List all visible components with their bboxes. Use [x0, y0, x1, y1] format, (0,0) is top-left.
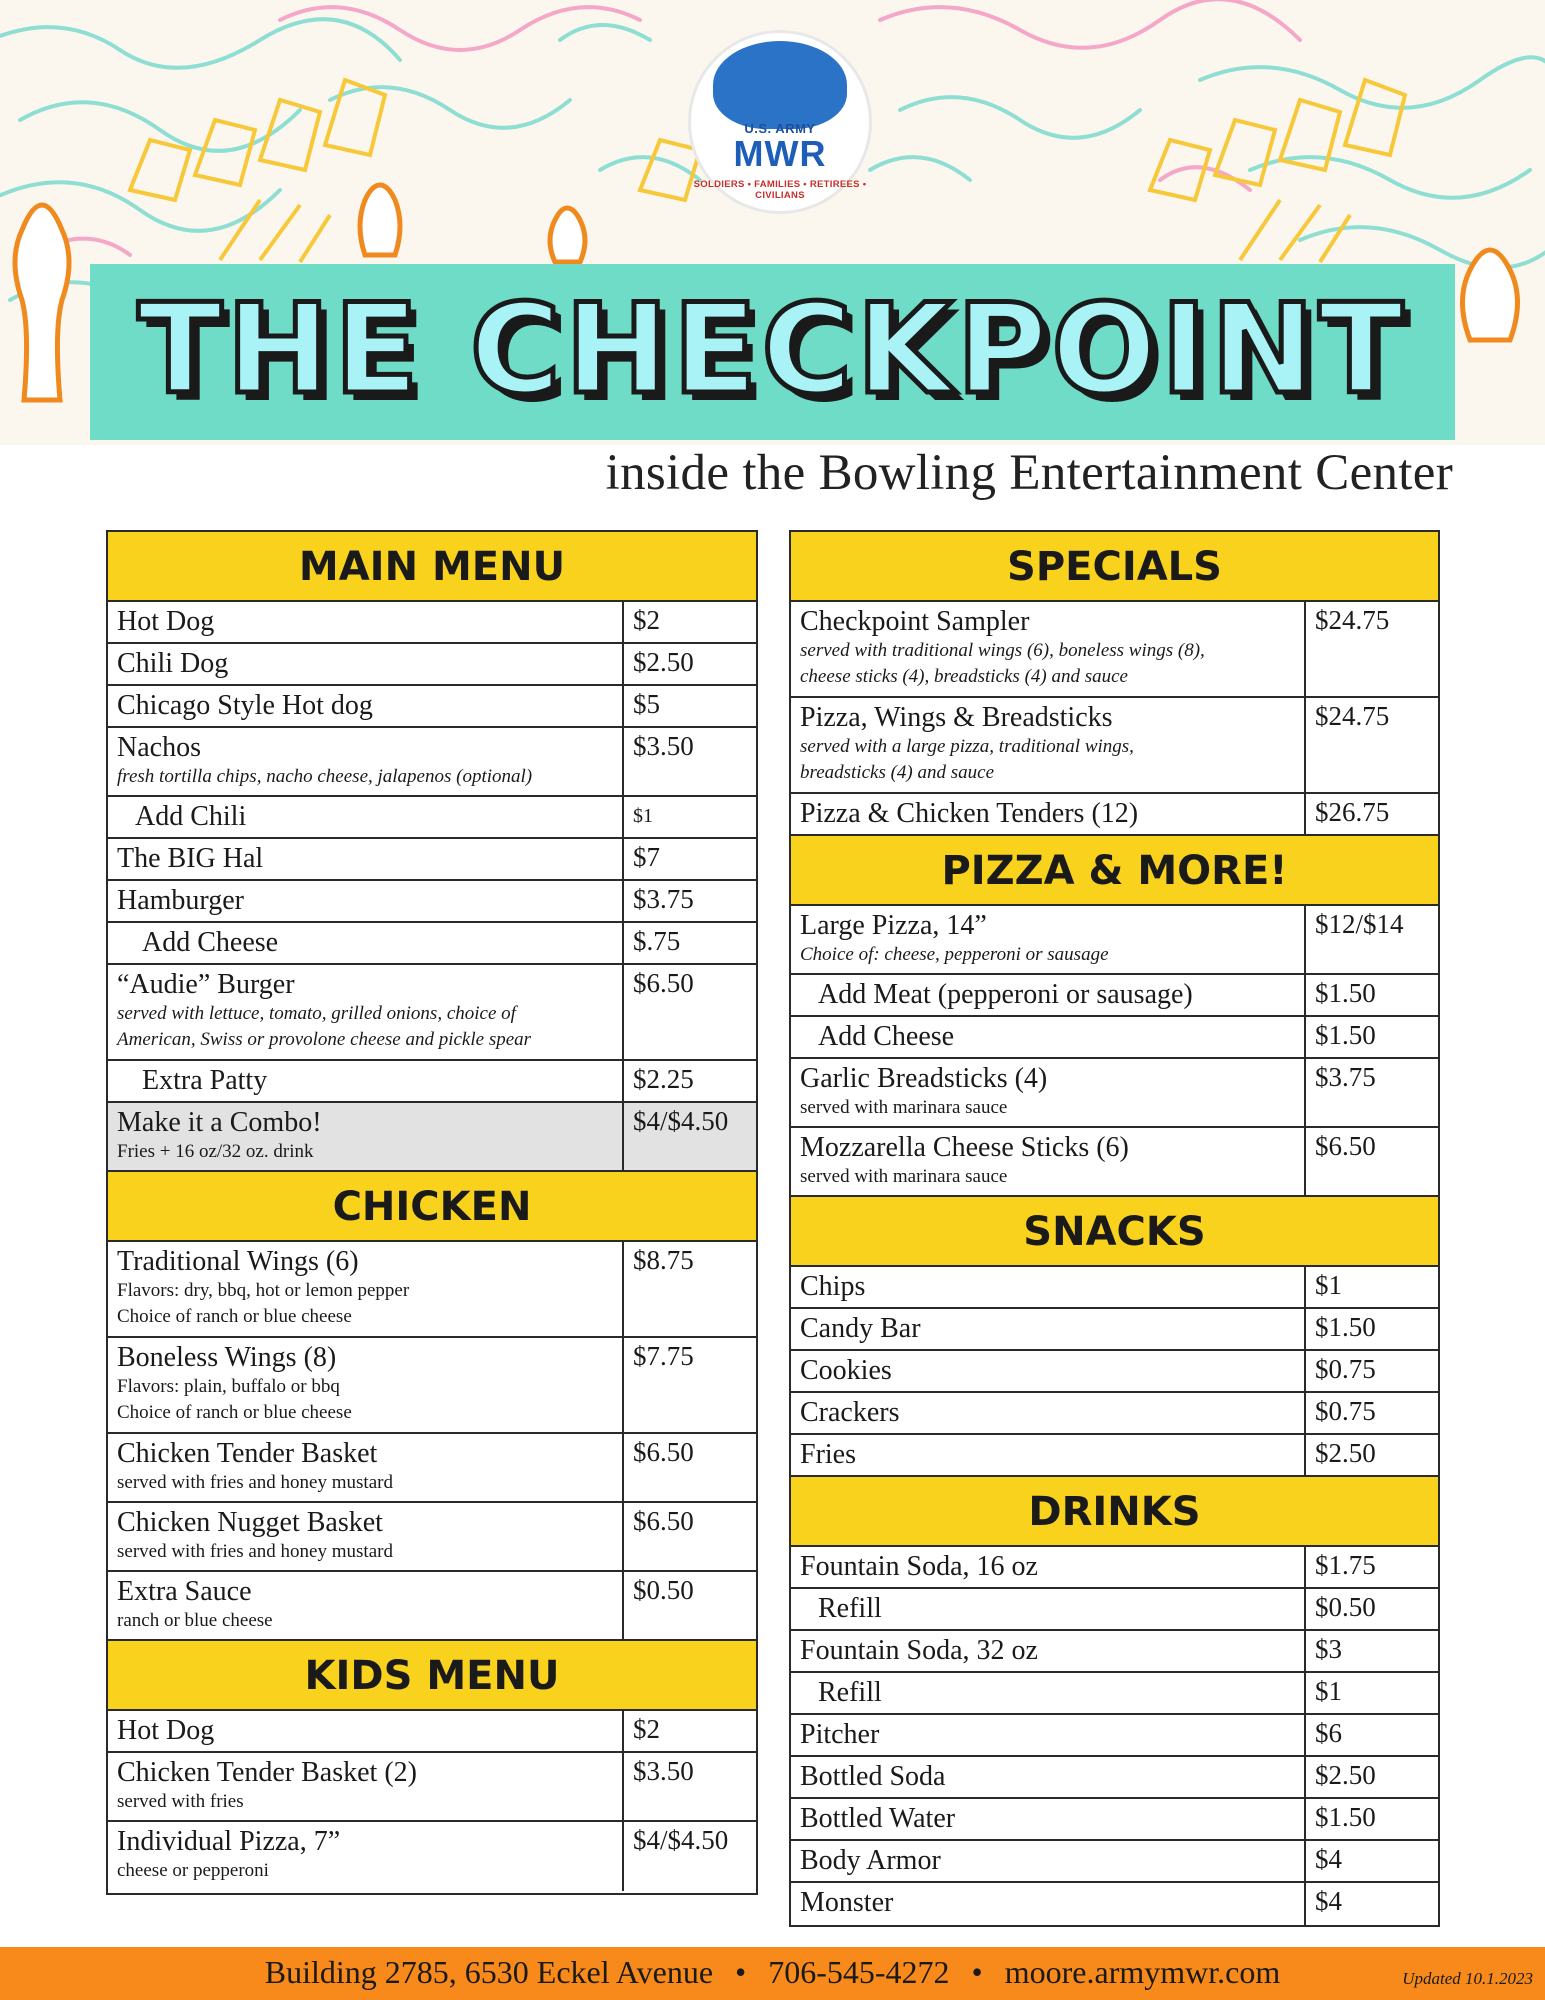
menu-item	[791, 1631, 1438, 1673]
item-price: $12/$14	[1315, 909, 1404, 939]
item-description: cheese or pepperoni	[117, 1860, 269, 1881]
item-price: $0.50	[1315, 1592, 1376, 1622]
menu-item	[108, 1242, 756, 1338]
item-price: $3.50	[633, 731, 694, 761]
menu-item	[791, 1267, 1438, 1309]
menu-item	[791, 1799, 1438, 1841]
left-menu-column	[106, 530, 758, 1895]
item-description: American, Swiss or provolone cheese and pickle spear	[117, 1029, 532, 1050]
chicken-heading: CHICKEN	[108, 1172, 756, 1242]
menu-item	[108, 686, 756, 728]
item-price: $26.75	[1315, 797, 1390, 827]
menu-item	[108, 1434, 756, 1503]
menu-item-addon	[791, 1673, 1438, 1715]
item-price: $1	[1315, 1270, 1342, 1300]
menu-item	[791, 1715, 1438, 1757]
item-name: Make it a Combo!	[117, 1107, 322, 1138]
item-price: $8.75	[633, 1245, 694, 1275]
menu-item	[108, 1822, 756, 1891]
item-description: served with fries	[117, 1791, 244, 1812]
menu-item	[108, 1338, 756, 1434]
menu-item	[791, 1435, 1438, 1477]
item-price: $4	[1315, 1844, 1342, 1874]
item-name: Bottled Water	[800, 1803, 956, 1834]
item-price: $6.50	[633, 1437, 694, 1467]
item-price: $6.50	[633, 968, 694, 998]
item-price: $3.50	[633, 1756, 694, 1786]
main-menu-heading: MAIN MENU	[108, 532, 756, 602]
item-description: served with traditional wings (6), boneless wings (8),	[800, 640, 1205, 661]
header-banner	[0, 0, 1545, 445]
item-name: Chicken Tender Basket (2)	[117, 1757, 417, 1788]
item-description: Choice of ranch or blue cheese	[117, 1402, 352, 1423]
item-name: Fountain Soda, 16 oz	[800, 1551, 1038, 1582]
menu-item	[791, 698, 1438, 794]
item-name: Hamburger	[117, 885, 244, 916]
item-price: $6.50	[633, 1506, 694, 1536]
item-price: $.75	[633, 926, 681, 956]
page-title: THE CHECKPOINT	[137, 278, 1408, 422]
menu-item-addon	[108, 1061, 756, 1103]
menu-item	[791, 794, 1438, 836]
menu-item	[791, 1841, 1438, 1883]
item-price: $4/$4.50	[633, 1106, 729, 1136]
item-description: ranch or blue cheese	[117, 1610, 273, 1631]
item-name: Chicken Nugget Basket	[117, 1507, 383, 1538]
footer-phone[interactable]: 706-545-4272	[768, 1954, 950, 1990]
menu-item	[108, 602, 756, 644]
item-price: $0.75	[1315, 1396, 1376, 1426]
item-description: Choice of ranch or blue cheese	[117, 1306, 352, 1327]
item-price: $2	[633, 1714, 660, 1744]
item-name: Add Meat (pepperoni or sausage)	[818, 979, 1193, 1010]
menu-item-addon	[791, 1017, 1438, 1059]
item-description: breadsticks (4) and sauce	[800, 762, 994, 783]
item-name: Monster	[800, 1887, 894, 1918]
item-description: Flavors: plain, buffalo or bbq	[117, 1376, 340, 1397]
item-description: cheese sticks (4), breadsticks (4) and sauce	[800, 666, 1128, 687]
item-price: $3.75	[633, 884, 694, 914]
menu-item	[108, 1753, 756, 1822]
snacks-heading: SNACKS	[791, 1197, 1438, 1267]
menu-item	[108, 1503, 756, 1572]
item-name: Extra Sauce	[117, 1576, 252, 1607]
pizza-more-heading: PIZZA & MORE!	[791, 836, 1438, 906]
item-name: Pitcher	[800, 1719, 880, 1750]
item-price: $4/$4.50	[633, 1825, 729, 1855]
item-price: $4	[1315, 1886, 1342, 1916]
item-price: $2.50	[633, 647, 694, 677]
item-name: Bottled Soda	[800, 1761, 946, 1792]
item-name: Refill	[818, 1677, 882, 1708]
item-price: $3.75	[1315, 1062, 1376, 1092]
drinks-heading: DRINKS	[791, 1477, 1438, 1547]
menu-item-addon	[108, 797, 756, 839]
menu-item	[108, 965, 756, 1061]
item-price: $2.25	[633, 1064, 694, 1094]
footer-website-link[interactable]: moore.armymwr.com	[1004, 1954, 1281, 1990]
item-name: Mozzarella Cheese Sticks (6)	[800, 1132, 1129, 1163]
item-name: Candy Bar	[800, 1313, 921, 1344]
item-name: “Audie” Burger	[117, 969, 295, 1000]
logo-army-text: U.S. ARMY	[744, 121, 816, 136]
page-subtitle: inside the Bowling Entertainment Center	[605, 445, 1453, 501]
item-name: The BIG Hal	[117, 843, 264, 874]
item-price: $1.50	[1315, 978, 1376, 1008]
item-name: Fries	[800, 1439, 856, 1470]
item-price: $2.50	[1315, 1438, 1376, 1468]
item-name: Garlic Breadsticks (4)	[800, 1063, 1048, 1094]
globe-icon	[713, 41, 847, 129]
menu-item	[108, 644, 756, 686]
item-name: Pizza, Wings & Breadsticks	[800, 702, 1113, 733]
item-name: Extra Patty	[142, 1065, 268, 1096]
title-box	[90, 264, 1455, 440]
item-name: Large Pizza, 14”	[800, 910, 987, 941]
item-price: $7.75	[633, 1341, 694, 1371]
menu-item-addon	[791, 975, 1438, 1017]
item-name: Add Cheese	[142, 927, 279, 958]
logo-mwr-text: MWR	[733, 133, 827, 174]
item-price: $1	[1315, 1676, 1342, 1706]
item-description: fresh tortilla chips, nacho cheese, jalapenos (optional)	[117, 766, 533, 787]
item-name: Traditional Wings (6)	[117, 1246, 359, 1277]
item-price: $2.50	[1315, 1760, 1376, 1790]
menu-item	[791, 1883, 1438, 1925]
item-name: Checkpoint Sampler	[800, 606, 1030, 637]
item-description: Fries + 16 oz/32 oz. drink	[117, 1141, 314, 1162]
menu-item	[791, 602, 1438, 698]
item-price: $7	[633, 842, 660, 872]
updated-date: Updated 10.1.2023	[1402, 1969, 1533, 1988]
item-name: Chili Dog	[117, 648, 229, 679]
item-name: Nachos	[117, 732, 201, 763]
item-price: $6.50	[1315, 1131, 1376, 1161]
menu-item	[791, 1393, 1438, 1435]
menu-item	[791, 1059, 1438, 1128]
item-description: served with a large pizza, traditional wings,	[800, 736, 1134, 757]
menu-item	[791, 906, 1438, 975]
menu-item	[791, 1309, 1438, 1351]
menu-item	[108, 1572, 756, 1641]
item-name: Chicago Style Hot dog	[117, 690, 373, 721]
item-description: served with fries and honey mustard	[117, 1472, 393, 1493]
mwr-logo	[688, 30, 872, 214]
item-name: Hot Dog	[117, 1715, 215, 1746]
item-description: served with lettuce, tomato, grilled onions, choice of	[117, 1003, 516, 1024]
item-price: $1.50	[1315, 1020, 1376, 1050]
item-name: Boneless Wings (8)	[117, 1342, 337, 1373]
footer-address: Building 2785, 6530 Eckel Avenue	[264, 1954, 714, 1990]
menu-item-addon	[791, 1589, 1438, 1631]
item-name: Fountain Soda, 32 oz	[800, 1635, 1038, 1666]
item-description: Choice of: cheese, pepperoni or sausage	[800, 944, 1109, 965]
combo-item	[108, 1103, 756, 1172]
menu-item	[108, 1711, 756, 1753]
menu-item-addon	[108, 923, 756, 965]
kids-menu-heading: KIDS MENU	[108, 1641, 756, 1711]
footer-bar	[0, 1947, 1545, 2000]
menu-item	[791, 1351, 1438, 1393]
footer-separator: •	[971, 1954, 983, 1990]
menu-item	[791, 1757, 1438, 1799]
item-price: $2	[633, 605, 660, 635]
item-name: Body Armor	[800, 1845, 941, 1876]
item-name: Crackers	[800, 1397, 900, 1428]
item-description: served with fries and honey mustard	[117, 1541, 393, 1562]
right-menu-column	[789, 530, 1440, 1927]
item-price: $3	[1315, 1634, 1342, 1664]
item-price: $0.50	[633, 1575, 694, 1605]
item-price: $1.50	[1315, 1312, 1376, 1342]
menu-item	[791, 1547, 1438, 1589]
item-name: Individual Pizza, 7”	[117, 1826, 341, 1857]
item-description: served with marinara sauce	[800, 1097, 1008, 1118]
item-price: $5	[633, 689, 660, 719]
footer-contact	[0, 1954, 1545, 1991]
item-name: Chicken Tender Basket	[117, 1438, 378, 1469]
item-price: $1.75	[1315, 1550, 1376, 1580]
footer-separator: •	[735, 1954, 747, 1990]
menu-item	[791, 1128, 1438, 1197]
item-name: Chips	[800, 1271, 866, 1302]
item-price: $1	[633, 805, 653, 827]
item-name: Add Chili	[135, 801, 247, 832]
item-description: served with marinara sauce	[800, 1166, 1008, 1187]
menu-item	[108, 728, 756, 797]
item-name: Cookies	[800, 1355, 892, 1386]
item-price: $0.75	[1315, 1354, 1376, 1384]
item-name: Add Cheese	[818, 1021, 955, 1052]
item-price: $6	[1315, 1718, 1342, 1748]
item-name: Hot Dog	[117, 606, 215, 637]
item-price: $24.75	[1315, 605, 1390, 635]
menu-item	[108, 839, 756, 881]
logo-motto-text: SOLDIERS • FAMILIES • RETIREES • CIVILIANS	[693, 179, 867, 201]
item-name: Pizza & Chicken Tenders (12)	[800, 798, 1139, 829]
item-description: Flavors: dry, bbq, hot or lemon pepper	[117, 1280, 410, 1301]
item-name: Refill	[818, 1593, 882, 1624]
item-price: $24.75	[1315, 701, 1390, 731]
menu-item	[108, 881, 756, 923]
specials-heading: SPECIALS	[791, 532, 1438, 602]
item-price: $1.50	[1315, 1802, 1376, 1832]
